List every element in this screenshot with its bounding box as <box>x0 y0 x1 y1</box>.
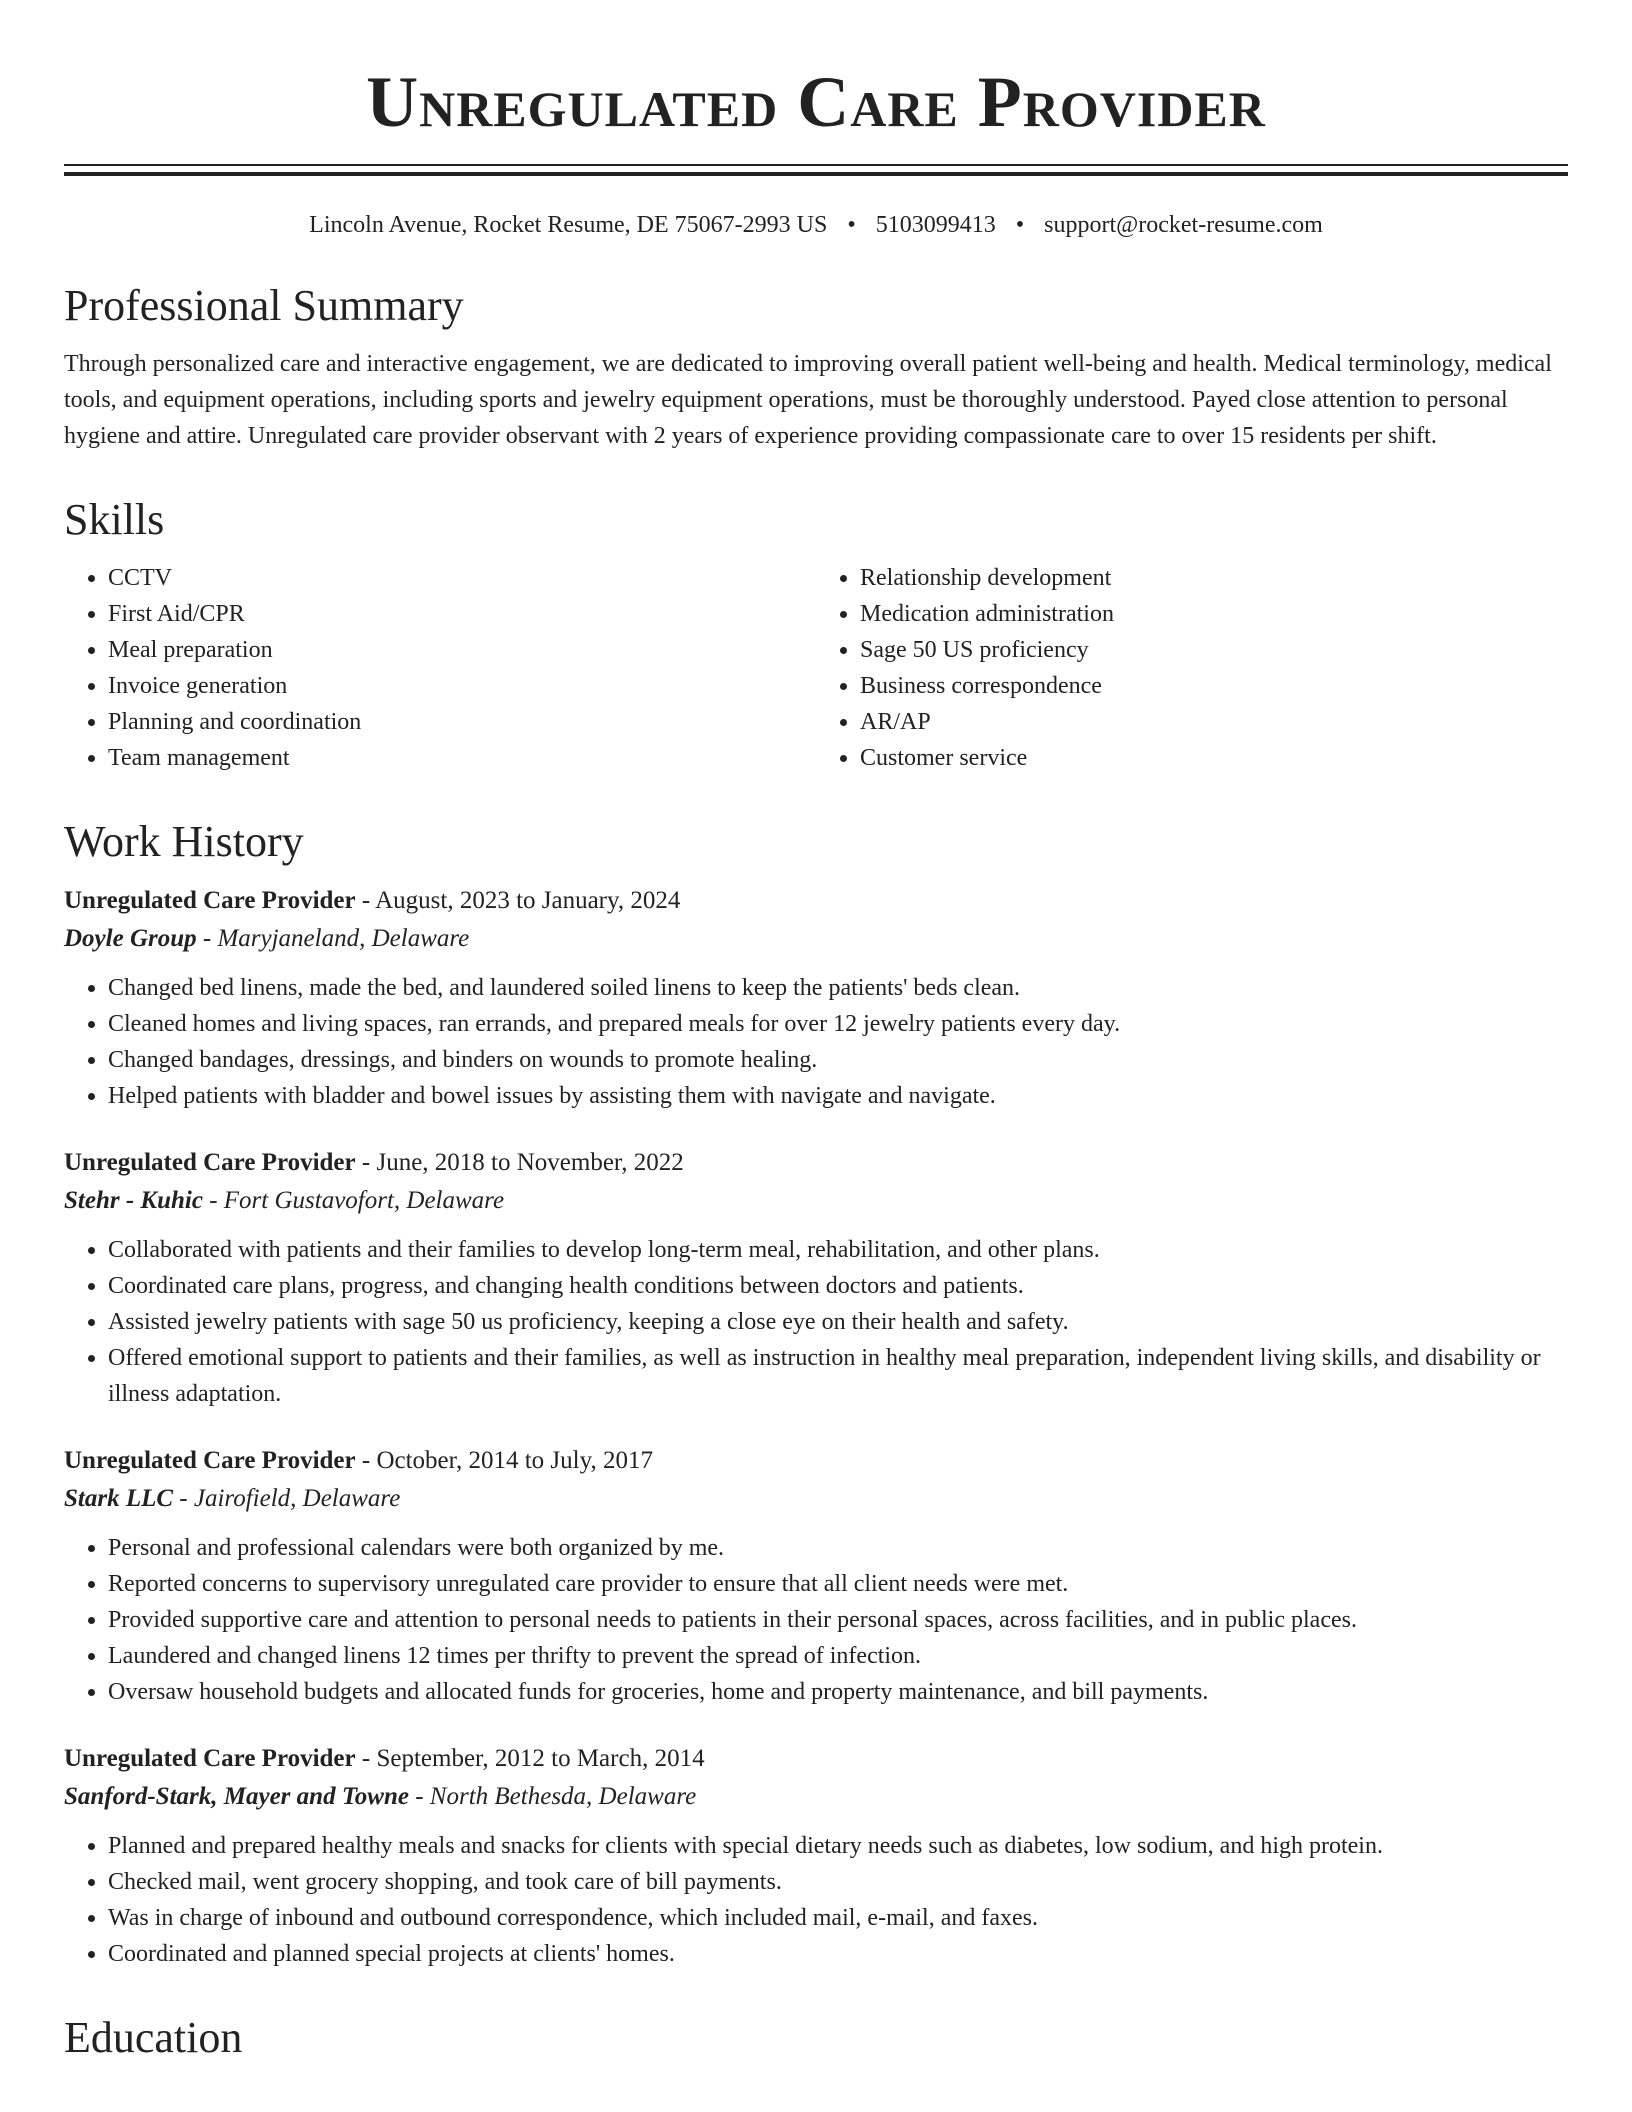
job-company-line <box>64 1778 1568 1816</box>
job-bullet: • Provided supportive care and attention to personal needs to patients in their personal spaces, across facilities, and in public places. <box>108 1602 1568 1638</box>
job-bullet: • Offered emotional support to patients and their families, as well as instruction in healthy meal preparation, independent living skills, and disability or illness adaptation. <box>108 1340 1568 1412</box>
skill-item: • Customer service <box>860 740 1568 776</box>
resume-name: Unregulated Care Provider <box>366 62 1266 142</box>
skill-item: • Team management <box>108 740 816 776</box>
job-bullet: • Cleaned homes and living spaces, ran errands, and prepared meals for over 12 jewelry patients every day. <box>108 1006 1568 1042</box>
skill-item: • AR/AP <box>860 704 1568 740</box>
skill-item: • Meal preparation <box>108 632 816 668</box>
job-bullet: • Assisted jewelry patients with sage 50 us proficiency, keeping a close eye on their health and safety. <box>108 1304 1568 1340</box>
job-location: - North Bethesda, Delaware <box>408 1783 697 1810</box>
job-location: - Fort Gustavofort, Delaware <box>202 1187 505 1214</box>
job-dates: - June, 2018 to November, 2022 <box>355 1149 684 1176</box>
job-location: - Maryjaneland, Delaware <box>196 925 470 952</box>
work-history-heading: Work History <box>64 817 304 866</box>
job-bullets <box>64 1530 1568 1710</box>
job-title-line <box>64 882 1568 920</box>
skills-column-right <box>816 560 1568 776</box>
resume-page <box>64 0 1568 2078</box>
skill-item: • Business correspondence <box>860 668 1568 704</box>
job-title: Unregulated Care Provider <box>64 1447 356 1474</box>
job-bullet: • Oversaw household budgets and allocated funds for groceries, home and property maintenance, and bill payments. <box>108 1674 1568 1710</box>
contact-address: Lincoln Avenue, Rocket Resume, DE 75067-2993 US <box>309 212 828 238</box>
job-bullet: • Checked mail, went grocery shopping, and took care of bill payments. <box>108 1864 1568 1900</box>
job-bullet: • Coordinated and planned special projects at clients' homes. <box>108 1936 1568 1972</box>
skill-item: • Planning and coordination <box>108 704 816 740</box>
job-bullet: • Laundered and changed linens 12 times per thrifty to prevent the spread of infection. <box>108 1638 1568 1674</box>
job-bullet: • Helped patients with bladder and bowel issues by assisting them with navigate and navigate. <box>108 1078 1568 1114</box>
job-company: Sanford-Stark, Mayer and Towne <box>64 1783 409 1810</box>
job-bullets <box>64 1232 1568 1412</box>
job-title: Unregulated Care Provider <box>64 887 356 914</box>
contact-line <box>64 210 1568 240</box>
job-bullets <box>64 1828 1568 1972</box>
skill-item: • Sage 50 US proficiency <box>860 632 1568 668</box>
job-entry <box>64 1442 1568 1710</box>
job-bullet: • Reported concerns to supervisory unregulated care provider to ensure that all client needs were met. <box>108 1566 1568 1602</box>
job-bullet: • Coordinated care plans, progress, and changing health conditions between doctors and patients. <box>108 1268 1568 1304</box>
job-company: Stark LLC <box>64 1485 174 1512</box>
job-company-line <box>64 920 1568 958</box>
job-title: Unregulated Care Provider <box>64 1745 356 1772</box>
job-title-line <box>64 1442 1568 1480</box>
summary-heading: Professional Summary <box>64 281 464 330</box>
job-company-line <box>64 1480 1568 1518</box>
education-heading: Education <box>64 2013 243 2062</box>
job-bullet: • Changed bed linens, made the bed, and laundered soiled linens to keep the patients' beds clean. <box>108 970 1568 1006</box>
job-bullet: • Personal and professional calendars were both organized by me. <box>108 1530 1568 1566</box>
job-title-line <box>64 1740 1568 1778</box>
job-title-line <box>64 1144 1568 1182</box>
job-bullet: • Collaborated with patients and their families to develop long-term meal, rehabilitation, and other plans. <box>108 1232 1568 1268</box>
header-rule-top <box>64 164 1568 166</box>
header-rule-bottom <box>64 172 1568 176</box>
contact-separator: • <box>847 212 856 238</box>
job-title: Unregulated Care Provider <box>64 1149 356 1176</box>
job-entry <box>64 882 1568 1114</box>
skill-item: • Medication administration <box>860 596 1568 632</box>
skill-item: • CCTV <box>108 560 816 596</box>
skill-item: • First Aid/CPR <box>108 596 816 632</box>
job-dates: - August, 2023 to January, 2024 <box>355 887 681 914</box>
job-company: Stehr - Kuhic <box>64 1187 203 1214</box>
job-bullet: • Was in charge of inbound and outbound correspondence, which included mail, e-mail, and faxes. <box>108 1900 1568 1936</box>
job-dates: - September, 2012 to March, 2014 <box>355 1745 705 1772</box>
job-bullet: • Changed bandages, dressings, and binders on wounds to promote healing. <box>108 1042 1568 1078</box>
skills-list <box>64 560 1568 776</box>
contact-separator: • <box>1015 212 1025 238</box>
skills-heading: Skills <box>64 495 165 544</box>
skills-column-left <box>64 560 816 776</box>
job-bullets <box>64 970 1568 1114</box>
job-entry <box>64 1144 1568 1412</box>
job-bullet: • Planned and prepared healthy meals and snacks for clients with special dietary needs such as diabetes, low sodium, and high protein. <box>108 1828 1568 1864</box>
contact-phone: 5103099413 <box>875 212 996 238</box>
work-history-list <box>64 882 1568 1972</box>
job-dates: - October, 2014 to July, 2017 <box>355 1447 653 1474</box>
skill-item: • Relationship development <box>860 560 1568 596</box>
job-entry <box>64 1740 1568 1972</box>
job-company: Doyle Group <box>64 925 197 952</box>
summary-text: Through personalized care and interactive engagement, we are dedicated to improving overall patient well-being and health. Medical terminology, medical tools, and equipment operations, including sports and jewelry equipment operations, must be thoroughly understood. Payed close attention to personal hygiene and attire. Unregulated care provider observant with 2 years of experience providing compassionate care to over 15 residents per shift. <box>64 351 1552 449</box>
job-location: - Jairofield, Delaware <box>173 1485 401 1512</box>
contact-email: support@rocket-resume.com <box>1044 212 1323 238</box>
skill-item: • Invoice generation <box>108 668 816 704</box>
job-company-line <box>64 1182 1568 1220</box>
